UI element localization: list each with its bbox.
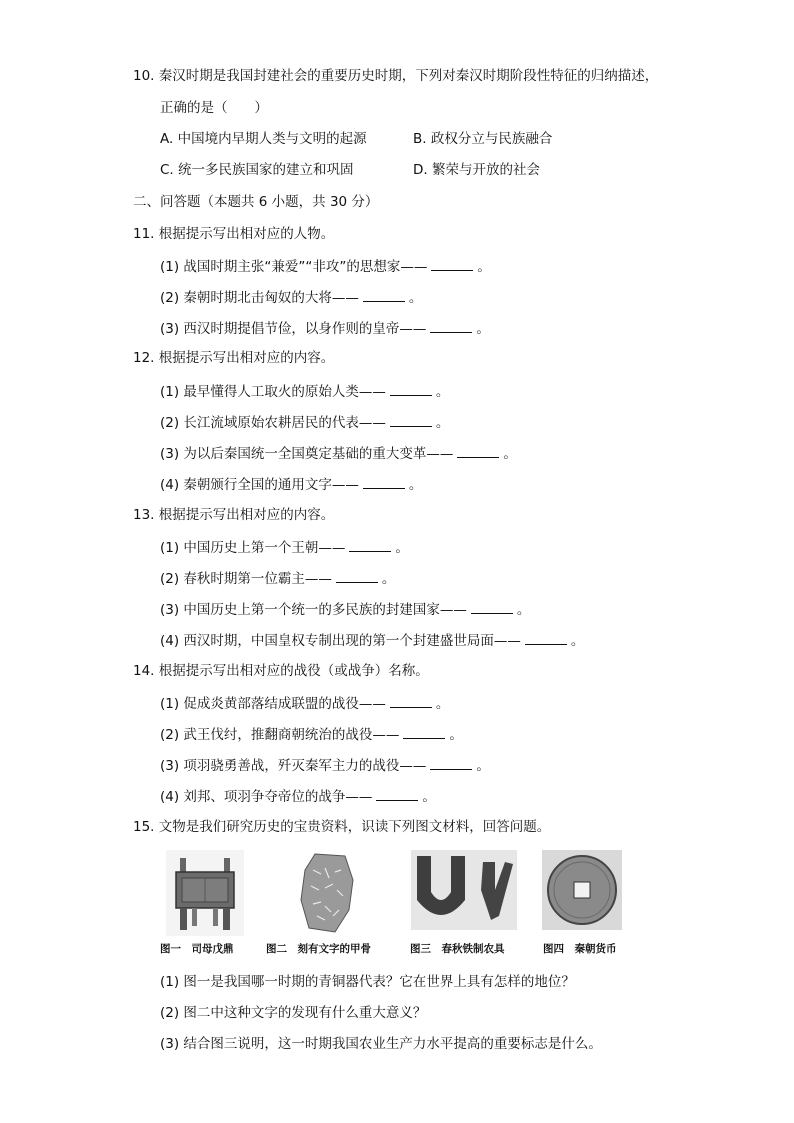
period: 。 xyxy=(435,415,450,431)
q14-item-2-text: (2) 武王伐纣，推翻商朝统治的战役—— xyxy=(160,727,400,743)
q15-item-2: (2) 图二中这种文字的发现有什么重大意义？ xyxy=(160,1005,427,1021)
answer-blank[interactable] xyxy=(430,755,472,770)
period: 。 xyxy=(435,384,450,400)
period: 。 xyxy=(408,477,423,493)
q12-item-1-text: (1) 最早懂得人工取火的原始人类—— xyxy=(160,384,386,400)
answer-blank[interactable] xyxy=(363,287,405,302)
figure-2-caption: 图二 刻有文字的甲骨 xyxy=(266,943,371,955)
period: 。 xyxy=(381,571,396,587)
q12-item-4-text: (4) 秦朝颁行全国的通用文字—— xyxy=(160,477,359,493)
figure-1 xyxy=(166,850,244,936)
coin-icon xyxy=(542,850,622,930)
figure-2 xyxy=(295,850,357,936)
q13-item-4-text: (4) 西汉时期，中国皇权专制出现的第一个封建盛世局面—— xyxy=(160,633,521,649)
answer-blank[interactable] xyxy=(430,318,472,333)
answer-blank[interactable] xyxy=(431,256,473,271)
oracle-bone-icon xyxy=(295,850,357,936)
answer-blank[interactable] xyxy=(363,474,405,489)
period: 。 xyxy=(503,446,517,462)
answer-blank[interactable] xyxy=(390,412,432,427)
q14-item-4-text: (4) 刘邦、项羽争夺帝位的战争—— xyxy=(160,789,373,805)
ding-icon xyxy=(166,850,244,936)
answer-blank[interactable] xyxy=(457,443,499,458)
iron-tools-icon xyxy=(411,850,517,930)
q11-item-2-text: (2) 秦朝时期北击匈奴的大将—— xyxy=(160,290,359,306)
period: 。 xyxy=(449,727,463,743)
period: 。 xyxy=(408,290,423,306)
q14-item-4 xyxy=(160,786,436,806)
q14-item-3-text: (3) 项羽骁勇善战，歼灭秦军主力的战役—— xyxy=(160,758,427,774)
q13-item-2 xyxy=(160,568,395,588)
q12-item-4 xyxy=(160,474,422,494)
period: 。 xyxy=(435,696,450,712)
q11-item-2 xyxy=(160,287,422,307)
q10-stem-line2: 正确的是（ ） xyxy=(160,100,268,116)
q13-stem: 13. 根据提示写出相对应的内容。 xyxy=(133,507,335,523)
figure-1-caption: 图一 司母戊鼎 xyxy=(160,943,234,955)
q13-item-1 xyxy=(160,537,409,557)
answer-blank[interactable] xyxy=(376,786,418,801)
period: 。 xyxy=(477,259,491,275)
q14-item-1 xyxy=(160,693,449,713)
period: 。 xyxy=(570,633,585,649)
period: 。 xyxy=(395,540,409,556)
q12-item-3 xyxy=(160,443,517,463)
q11-item-3-text: (3) 西汉时期提倡节俭，以身作则的皇帝—— xyxy=(160,321,427,337)
q14-item-2 xyxy=(160,724,463,744)
q15-item-1: (1) 图一是我国哪一时期的青铜器代表？它在世界上具有怎样的地位？ xyxy=(160,974,575,990)
q15-item-3: (3) 结合图三说明，这一时期我国农业生产力水平提高的重要标志是什么。 xyxy=(160,1036,602,1052)
figure-3 xyxy=(411,850,517,930)
q12-item-2 xyxy=(160,412,449,432)
figure-3-caption: 图三 春秋铁制农具 xyxy=(410,943,505,955)
q10-stem-line1: 10. 秦汉时期是我国封建社会的重要历史时期，下列对秦汉时期阶段性特征的归纳描述， xyxy=(133,68,659,84)
q11-item-1 xyxy=(160,256,491,276)
q13-item-1-text: (1) 中国历史上第一个王朝—— xyxy=(160,540,346,556)
q13-item-3-text: (3) 中国历史上第一个统一的多民族的封建国家—— xyxy=(160,602,467,618)
figure-4 xyxy=(542,850,622,930)
answer-blank[interactable] xyxy=(336,568,378,583)
q14-item-3 xyxy=(160,755,490,775)
q15-stem: 15. 文物是我们研究历史的宝贵资料，识读下列图文材料，回答问题。 xyxy=(133,819,551,835)
q15-figures xyxy=(160,850,640,960)
q12-stem: 12. 根据提示写出相对应的内容。 xyxy=(133,350,335,366)
q13-item-4 xyxy=(160,630,584,650)
q13-item-3 xyxy=(160,599,530,619)
answer-blank[interactable] xyxy=(390,381,432,396)
answer-blank[interactable] xyxy=(403,724,445,739)
q12-item-1 xyxy=(160,381,449,401)
period: 。 xyxy=(516,602,531,618)
period: 。 xyxy=(422,789,436,805)
q13-item-2-text: (2) 春秋时期第一位霸主—— xyxy=(160,571,332,587)
answer-blank[interactable] xyxy=(349,537,391,552)
section-title: 二、问答题（本题共 6 小题，共 30 分） xyxy=(133,194,379,210)
q12-item-3-text: (3) 为以后秦国统一全国奠定基础的重大变革—— xyxy=(160,446,454,462)
answer-blank[interactable] xyxy=(471,599,513,614)
q10-option-c[interactable]: C. 统一多民族国家的建立和巩固 xyxy=(160,162,354,178)
q11-stem: 11. 根据提示写出相对应的人物。 xyxy=(133,226,335,242)
q10-option-a[interactable]: A. 中国境内早期人类与文明的起源 xyxy=(160,131,367,147)
answer-blank[interactable] xyxy=(525,630,567,645)
q14-stem: 14. 根据提示写出相对应的战役（或战争）名称。 xyxy=(133,663,429,679)
answer-blank[interactable] xyxy=(390,693,432,708)
q12-item-2-text: (2) 长江流域原始农耕居民的代表—— xyxy=(160,415,386,431)
q11-item-3 xyxy=(160,318,490,338)
q10-option-b[interactable]: B. 政权分立与民族融合 xyxy=(413,131,553,147)
period: 。 xyxy=(476,321,490,337)
figure-4-caption: 图四 秦朝货币 xyxy=(543,943,617,955)
q10-option-d[interactable]: D. 繁荣与开放的社会 xyxy=(413,162,540,178)
q11-item-1-text: (1) 战国时期主张“兼爱”“非攻”的思想家—— xyxy=(160,259,428,275)
period: 。 xyxy=(476,758,490,774)
q14-item-1-text: (1) 促成炎黄部落结成联盟的战役—— xyxy=(160,696,386,712)
